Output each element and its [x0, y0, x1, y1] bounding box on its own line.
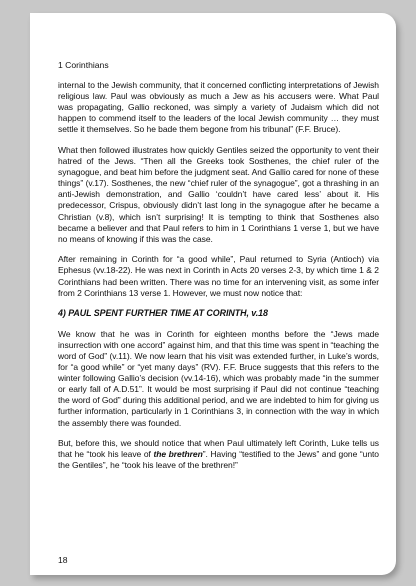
running-head: 1 Corinthians — [58, 60, 109, 70]
paragraph-2: What then followed illustrates how quickly Gentiles seized the opportunity to vent their hatred of the Jews. “Then all the Greeks took Sosthenes, the chief ruler of the synagogue, and beat him before the judgment seat. And Gallio cared for none of these things” (v.17). Sosthenes, the new “chief ruler of the synagogue”, got a thrashing in an anti-Jewish demonstration, and Gallio ‘couldn’t have cared less’ about it. His predecessor, Crispus, obviously didn’t last long in the synagogue after he became a Christian (v.8), which isn’t surprising! It is tempting to think that Sosthenes also became a believer and that Paul refers to him in 1 Corinthians 1 verse 1, but we have no means of knowing if this was the case. — [58, 144, 379, 244]
paragraph-5-text-end: ”. Having “testified to the Jews” and gone “unto the Gentiles”, he “took his leave of the brethren!” — [58, 449, 379, 471]
paragraph-1: internal to the Jewish community, that it concerned conflicting interpretations of Jewish religious law. Paul was obviously as much a Jew as his accusers were. What Paul was propagating, Gallio reckoned, was simply a variety of Judaism which did not happen to commend itself to the leaders of the local Jewish community … they must settle it themselves. So he bade them begone from his tribunal” (F.F. Bruce). — [58, 80, 379, 135]
paragraph-3: After remaining in Corinth for “a good while”, Paul returned to Syria (Antioch) via Ephesus (vv.18-22). He was next in Corinth in Acts 20 verses 2-3, by which time 1 & 2 Corinthians had been written. There was no time for an intervening visit, as some infer from 2 Corinthians 13 verse 1. However, we must now notice that: — [58, 254, 379, 298]
section-heading: 4) PAUL SPENT FURTHER TIME AT CORINTH, v.18 — [58, 308, 268, 319]
emphasis-the-brethren: the brethren — [153, 449, 203, 460]
paragraph-4: We know that he was in Corinth for eighteen months before the “Jews made insurrection with one accord” against him, and that this time was spent in “teaching the word of God” (v.11). We now learn that his visit was extended further, in Luke’s words, for “a good while” or “yet many days” (RV). F.F. Bruce suggests that this refers to the winter following Gallio’s decision (vv.14-16), which was probably made “in the summer or early fall of A.D.51”. It would be most surprising if Paul did not continue “teaching the word of God” during this additional period, and we are indebted to him for giving us further information, particularly in 1 Corinthians 3, in connection with the way in which the assembly there was founded. — [58, 328, 379, 428]
book-page — [30, 13, 396, 575]
paragraph-5-text-start: But, before this, we should notice that when Paul ultimately left Corinth, Luke tells us that he “took his leave of — [58, 438, 379, 460]
page-body — [58, 80, 379, 481]
paragraph-5 — [58, 438, 379, 471]
page-number: 18 — [58, 555, 68, 565]
